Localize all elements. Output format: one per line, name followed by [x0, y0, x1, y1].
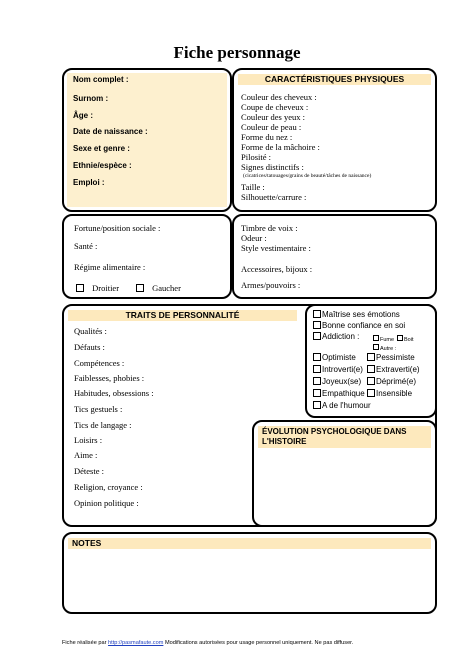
nose-shape-label: Forme du nez : — [241, 132, 293, 142]
smell-label: Odeur : — [241, 233, 267, 243]
pessimist-checkbox[interactable] — [367, 353, 375, 361]
footer-suffix: Modifications autorisées pour usage personnel uniquement. Ne pas diffuser. — [164, 640, 354, 646]
distinctive-signs-label: Signes distinctifs : — [241, 162, 304, 172]
skin-color-label: Couleur de peau : — [241, 122, 302, 132]
introvert-option[interactable] — [313, 365, 363, 375]
mastery-label: Maîtrise ses émotions — [322, 310, 400, 319]
smokes-checkbox[interactable] — [373, 335, 379, 341]
accessories-label: Accessoires, bijoux : — [241, 264, 313, 274]
politics-label: Opinion politique : — [74, 498, 139, 508]
birthdate-label: Date de naissance : — [73, 127, 148, 136]
smokes-label: Fume — [380, 337, 395, 343]
other-checkbox[interactable] — [373, 344, 379, 350]
optimist-label: Optimiste — [322, 353, 356, 362]
full-name-label: Nom complet : — [73, 75, 129, 84]
drinks-label: Boit — [404, 337, 414, 343]
gestures-label: Tics gestuels : — [74, 404, 123, 414]
mastery-checkbox[interactable] — [313, 310, 321, 318]
likes-label: Aime : — [74, 450, 98, 460]
drinks-checkbox[interactable] — [397, 335, 403, 341]
hair-color-label: Couleur des cheveux : — [241, 92, 317, 102]
optimist-option[interactable] — [313, 353, 356, 363]
extravert-option[interactable] — [367, 365, 420, 375]
ethnicity-label: Ethnie/espèce : — [73, 161, 132, 170]
footer-prefix: Fiche réalisée par — [62, 640, 107, 646]
physical-box — [232, 68, 437, 212]
smokes-option[interactable] — [373, 335, 394, 344]
health-label: Santé : — [74, 241, 98, 251]
jaw-shape-label: Forme de la mâchoire : — [241, 142, 320, 152]
wealth-label: Fortune/position sociale : — [74, 223, 161, 233]
pessimist-label: Pessimiste — [376, 353, 415, 362]
traits-box — [305, 304, 437, 418]
notes-header: NOTES — [68, 538, 431, 549]
page-title: Fiche personnage — [173, 43, 301, 62]
sex-gender-label: Sexe et genre : — [73, 144, 130, 153]
depressed-label: Déprimé(e) — [376, 377, 417, 386]
notes-box — [62, 532, 437, 614]
nickname-label: Surnom : — [73, 94, 109, 103]
evolution-header-line2: L'HISTOIRE — [262, 437, 307, 446]
hobbies-label: Loisirs : — [74, 435, 103, 445]
other-label: Autre : — [380, 346, 397, 352]
mastery-option[interactable] — [313, 310, 400, 320]
confidence-checkbox[interactable] — [313, 321, 321, 329]
left-handed-option[interactable] — [136, 283, 181, 293]
insensitive-label: Insensible — [376, 389, 413, 398]
age-label: Âge : — [73, 111, 93, 120]
introvert-checkbox[interactable] — [313, 365, 321, 373]
social-box — [62, 214, 232, 299]
height-label: Taille : — [241, 182, 265, 192]
empathic-checkbox[interactable] — [313, 389, 321, 397]
clothing-style-label: Style vestimentaire : — [241, 243, 311, 253]
right-handed-label: Droitier — [92, 283, 120, 293]
extravert-label: Extraverti(e) — [376, 365, 420, 374]
drinks-option[interactable] — [397, 335, 413, 344]
empathic-label: Empathique — [322, 389, 365, 398]
joyful-label: Joyeux(se) — [322, 377, 362, 386]
diet-label: Régime alimentaire : — [74, 262, 146, 272]
speech-tics-label: Tics de langage : — [74, 420, 132, 430]
distinctive-signs-note: (cicatrices/tatouages/grains de beauté/tâches de naissance) — [243, 173, 372, 179]
hairiness-label: Pilosité : — [241, 152, 271, 162]
depressed-checkbox[interactable] — [367, 377, 375, 385]
hair-cut-label: Coupe de cheveux : — [241, 102, 309, 112]
qualities-label: Qualités : — [74, 326, 107, 336]
right-handed-option[interactable] — [76, 283, 119, 293]
eye-color-label: Couleur des yeux : — [241, 112, 305, 122]
religion-label: Religion, croyance : — [74, 482, 143, 492]
other-option[interactable] — [373, 344, 396, 353]
footer-link[interactable]: http://pasmafaute.com — [108, 640, 164, 646]
habits-label: Habitudes, obsessions : — [74, 388, 154, 398]
optimist-checkbox[interactable] — [313, 353, 321, 361]
left-handed-checkbox[interactable] — [136, 284, 144, 292]
build-label: Silhouette/carrure : — [241, 192, 307, 202]
dislikes-label: Déteste : — [74, 466, 104, 476]
confidence-option[interactable] — [313, 321, 405, 331]
evolution-box — [252, 420, 437, 527]
weapons-label: Armes/pouvoirs : — [241, 280, 301, 290]
addiction-label: Addiction : — [322, 332, 360, 341]
empathic-option[interactable] — [313, 389, 365, 399]
evolution-header — [258, 426, 431, 448]
weaknesses-label: Faiblesses, phobies : — [74, 373, 145, 383]
skills-label: Compétences : — [74, 358, 125, 368]
footer — [62, 640, 353, 646]
extravert-checkbox[interactable] — [367, 365, 375, 373]
flaws-label: Défauts : — [74, 342, 105, 352]
right-handed-checkbox[interactable] — [76, 284, 84, 292]
evolution-header-line1: ÉVOLUTION PSYCHOLOGIQUE DANS — [262, 427, 407, 436]
style-box — [232, 214, 437, 299]
humour-checkbox[interactable] — [313, 401, 321, 409]
joyful-checkbox[interactable] — [313, 377, 321, 385]
introvert-label: Introverti(e) — [322, 365, 363, 374]
job-label: Emploi : — [73, 178, 105, 187]
humour-option[interactable] — [313, 401, 371, 411]
humour-label: A de l'humour — [322, 401, 371, 410]
depressed-option[interactable] — [367, 377, 416, 387]
insensitive-option[interactable] — [367, 389, 412, 399]
joyful-option[interactable] — [313, 377, 361, 387]
addiction-checkbox[interactable] — [313, 332, 321, 340]
personality-header: TRAITS DE PERSONNALITÉ — [68, 310, 297, 321]
physical-header: CARACTÉRISTIQUES PHYSIQUES — [238, 74, 431, 85]
confidence-label: Bonne confiance en soi — [322, 321, 406, 330]
voice-label: Timbre de voix : — [241, 223, 298, 233]
pessimist-option[interactable] — [367, 353, 415, 363]
left-handed-label: Gaucher — [152, 283, 181, 293]
addiction-option[interactable] — [313, 332, 359, 342]
insensitive-checkbox[interactable] — [367, 389, 375, 397]
identity-box — [62, 68, 232, 212]
